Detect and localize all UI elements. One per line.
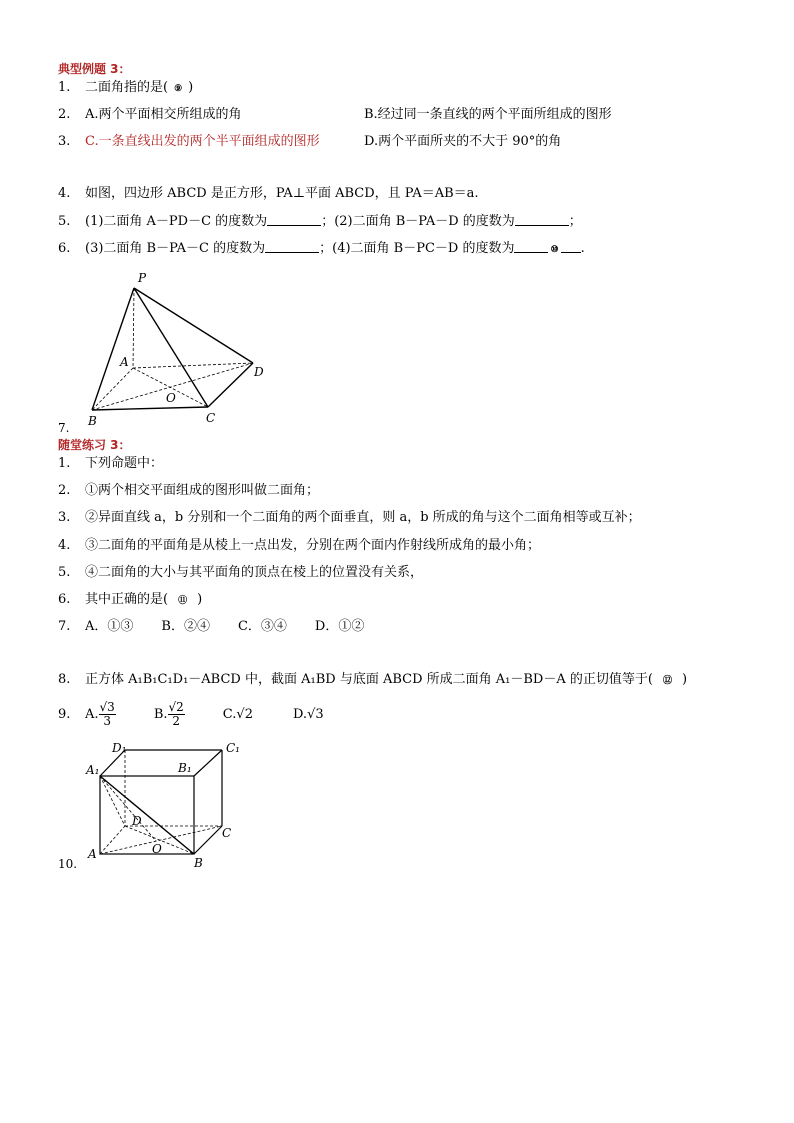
- practice-line-5: [58, 565, 423, 581]
- label-B: B: [194, 856, 203, 870]
- option-b-label: B.: [153, 707, 168, 722]
- edge-BC: [194, 826, 222, 854]
- subquestion-2: ；(2)二面角 B－PA－D 的度数为: [321, 214, 515, 229]
- edge-PC: [134, 288, 208, 407]
- option-c-value: √2: [236, 707, 253, 722]
- line-number: 5.: [58, 214, 71, 229]
- practice-line-9: [58, 700, 324, 730]
- label-D: D: [254, 365, 264, 379]
- line-number: 9.: [58, 707, 71, 722]
- option-a: A.两个平面相交所组成的角: [85, 107, 242, 122]
- option-a-fraction: [99, 701, 116, 728]
- fraction-numerator: √3: [99, 700, 115, 714]
- line-number: 8.: [58, 672, 71, 687]
- label-C: C: [222, 826, 232, 840]
- punctuation: .: [580, 241, 585, 256]
- label-D: D: [132, 814, 142, 828]
- edge-CD: [208, 363, 253, 407]
- answer-blank: [265, 240, 319, 253]
- question-text: 二面角指的是(: [85, 80, 169, 95]
- practice-line-7: [58, 619, 392, 635]
- option-c-correct: C.一条直线出发的两个半平面组成的图形: [85, 134, 320, 149]
- practice-line-4: [58, 538, 540, 554]
- paren-close: ): [197, 592, 203, 607]
- line-number: 3.: [58, 510, 71, 525]
- label-O: O: [152, 842, 162, 856]
- paren-close: ): [681, 672, 688, 687]
- question-line-3: [58, 134, 320, 150]
- cube-figure: [80, 738, 250, 873]
- option-b-fraction: [168, 701, 185, 728]
- question-line-1: [58, 80, 193, 97]
- practice-line-6: [58, 592, 202, 609]
- figure-number-10: 10.: [58, 857, 78, 871]
- proposition-1: ①两个相交平面组成的图形叫做二面角；: [85, 483, 320, 498]
- edge-AD: [100, 826, 125, 854]
- paren-close: ): [188, 80, 194, 95]
- line-number: 3.: [58, 134, 71, 149]
- segment-A1O: [100, 776, 156, 841]
- answer-blank: [514, 240, 548, 253]
- option-b: B.经过同一条直线的两个平面所组成的图形: [364, 107, 612, 122]
- line-number: 5.: [58, 565, 71, 580]
- section-title-practice: 随堂练习 3：: [58, 438, 131, 452]
- question-text: 正方体 A₁B₁C₁D₁－ABCD 中，截面 A₁BD 与底面 ABCD 所成二面角 A₁－BD－A 的正切值等于(: [85, 672, 653, 687]
- edge-BC: [92, 407, 208, 410]
- practice-line-2: [58, 483, 319, 499]
- figure-number-7: 7.: [58, 421, 70, 435]
- answer-marker: ⑫: [662, 676, 672, 686]
- proposition-3: ③二面角的平面角是从棱上一点出发，分别在两个面内作射线所成角的最小角；: [85, 538, 541, 553]
- proposition-2: ②异面直线 a，b 分别和一个二面角的两个面垂直，则 a，b 所成的角与这个二面角相等或互补；: [85, 510, 641, 525]
- label-A: A: [88, 847, 97, 861]
- line-number: 4.: [58, 186, 71, 201]
- segment-A1B: [100, 776, 194, 854]
- punctuation: ；: [568, 214, 582, 229]
- option-d-value: √3: [307, 707, 324, 722]
- subquestion-4: ；(4)二面角 B－PC－D 的度数为: [319, 241, 515, 256]
- option-c: C．③④: [237, 619, 287, 634]
- edge-PB: [92, 288, 134, 410]
- label-O: O: [166, 391, 176, 405]
- option-b: B．②④: [161, 619, 210, 634]
- question-text: 其中正确的是(: [85, 592, 169, 607]
- answer-blank: [267, 213, 321, 226]
- answer-marker: ⑩: [550, 245, 559, 255]
- answer-marker: ⑪: [178, 596, 188, 606]
- fraction-denominator: 3: [103, 714, 111, 728]
- question-line-5: [58, 213, 582, 230]
- label-D1: D₁: [112, 741, 127, 755]
- fraction-denominator: 2: [172, 714, 180, 728]
- question-line-2: [58, 107, 242, 123]
- practice-line-3: [58, 510, 641, 526]
- label-B: B: [88, 414, 97, 428]
- practice-line-8: [58, 672, 687, 689]
- fraction-numerator: √2: [168, 700, 184, 714]
- line-number: 2.: [58, 107, 71, 122]
- line-number: 6.: [58, 241, 71, 256]
- label-B1: B₁: [178, 761, 192, 775]
- pyramid-figure: [80, 268, 280, 428]
- line-number: 6.: [58, 592, 71, 607]
- option-c-label: C.: [222, 707, 237, 722]
- edge-PD: [134, 288, 253, 363]
- edge-AD: [133, 363, 253, 368]
- label-A: A: [120, 355, 129, 369]
- option-d: D.两个平面所夹的不大于 90°的角: [364, 134, 562, 149]
- answer-blank: [515, 213, 569, 226]
- practice-text: 下列命题中：: [85, 456, 164, 471]
- label-C: C: [206, 411, 216, 425]
- option-d: D．①②: [314, 619, 365, 634]
- option-a-label: A.: [85, 707, 99, 722]
- line-number: 1.: [58, 80, 71, 95]
- line-number: 4.: [58, 538, 71, 553]
- question-line-6: [58, 240, 585, 258]
- answer-marker: ⑨: [174, 84, 183, 94]
- option-d-label: D.: [292, 707, 308, 722]
- answer-blank: [561, 240, 581, 253]
- subquestion-1: (1)二面角 A－PD－C 的度数为: [85, 214, 268, 229]
- line-number: 2.: [58, 483, 71, 498]
- option-a: A．①③: [85, 619, 134, 634]
- edge-PA: [133, 288, 134, 368]
- line-number: 7.: [58, 619, 71, 634]
- problem-statement: 如图，四边形 ABCD 是正方形，PA⊥平面 ABCD，且 PA＝AB＝a.: [85, 186, 479, 201]
- line-number: 1.: [58, 456, 71, 471]
- section-title-example: 典型例题 3：: [58, 62, 131, 76]
- practice-line-1: [58, 456, 163, 472]
- question-line-4: [58, 186, 479, 202]
- edge-B1C1: [194, 750, 222, 776]
- proposition-4: ④二面角的大小与其平面角的顶点在棱上的位置没有关系，: [85, 565, 424, 580]
- label-C1: C₁: [226, 741, 240, 755]
- subquestion-3: (3)二面角 B－PA－C 的度数为: [85, 241, 266, 256]
- label-P: P: [138, 271, 147, 285]
- label-A1: A₁: [86, 763, 100, 777]
